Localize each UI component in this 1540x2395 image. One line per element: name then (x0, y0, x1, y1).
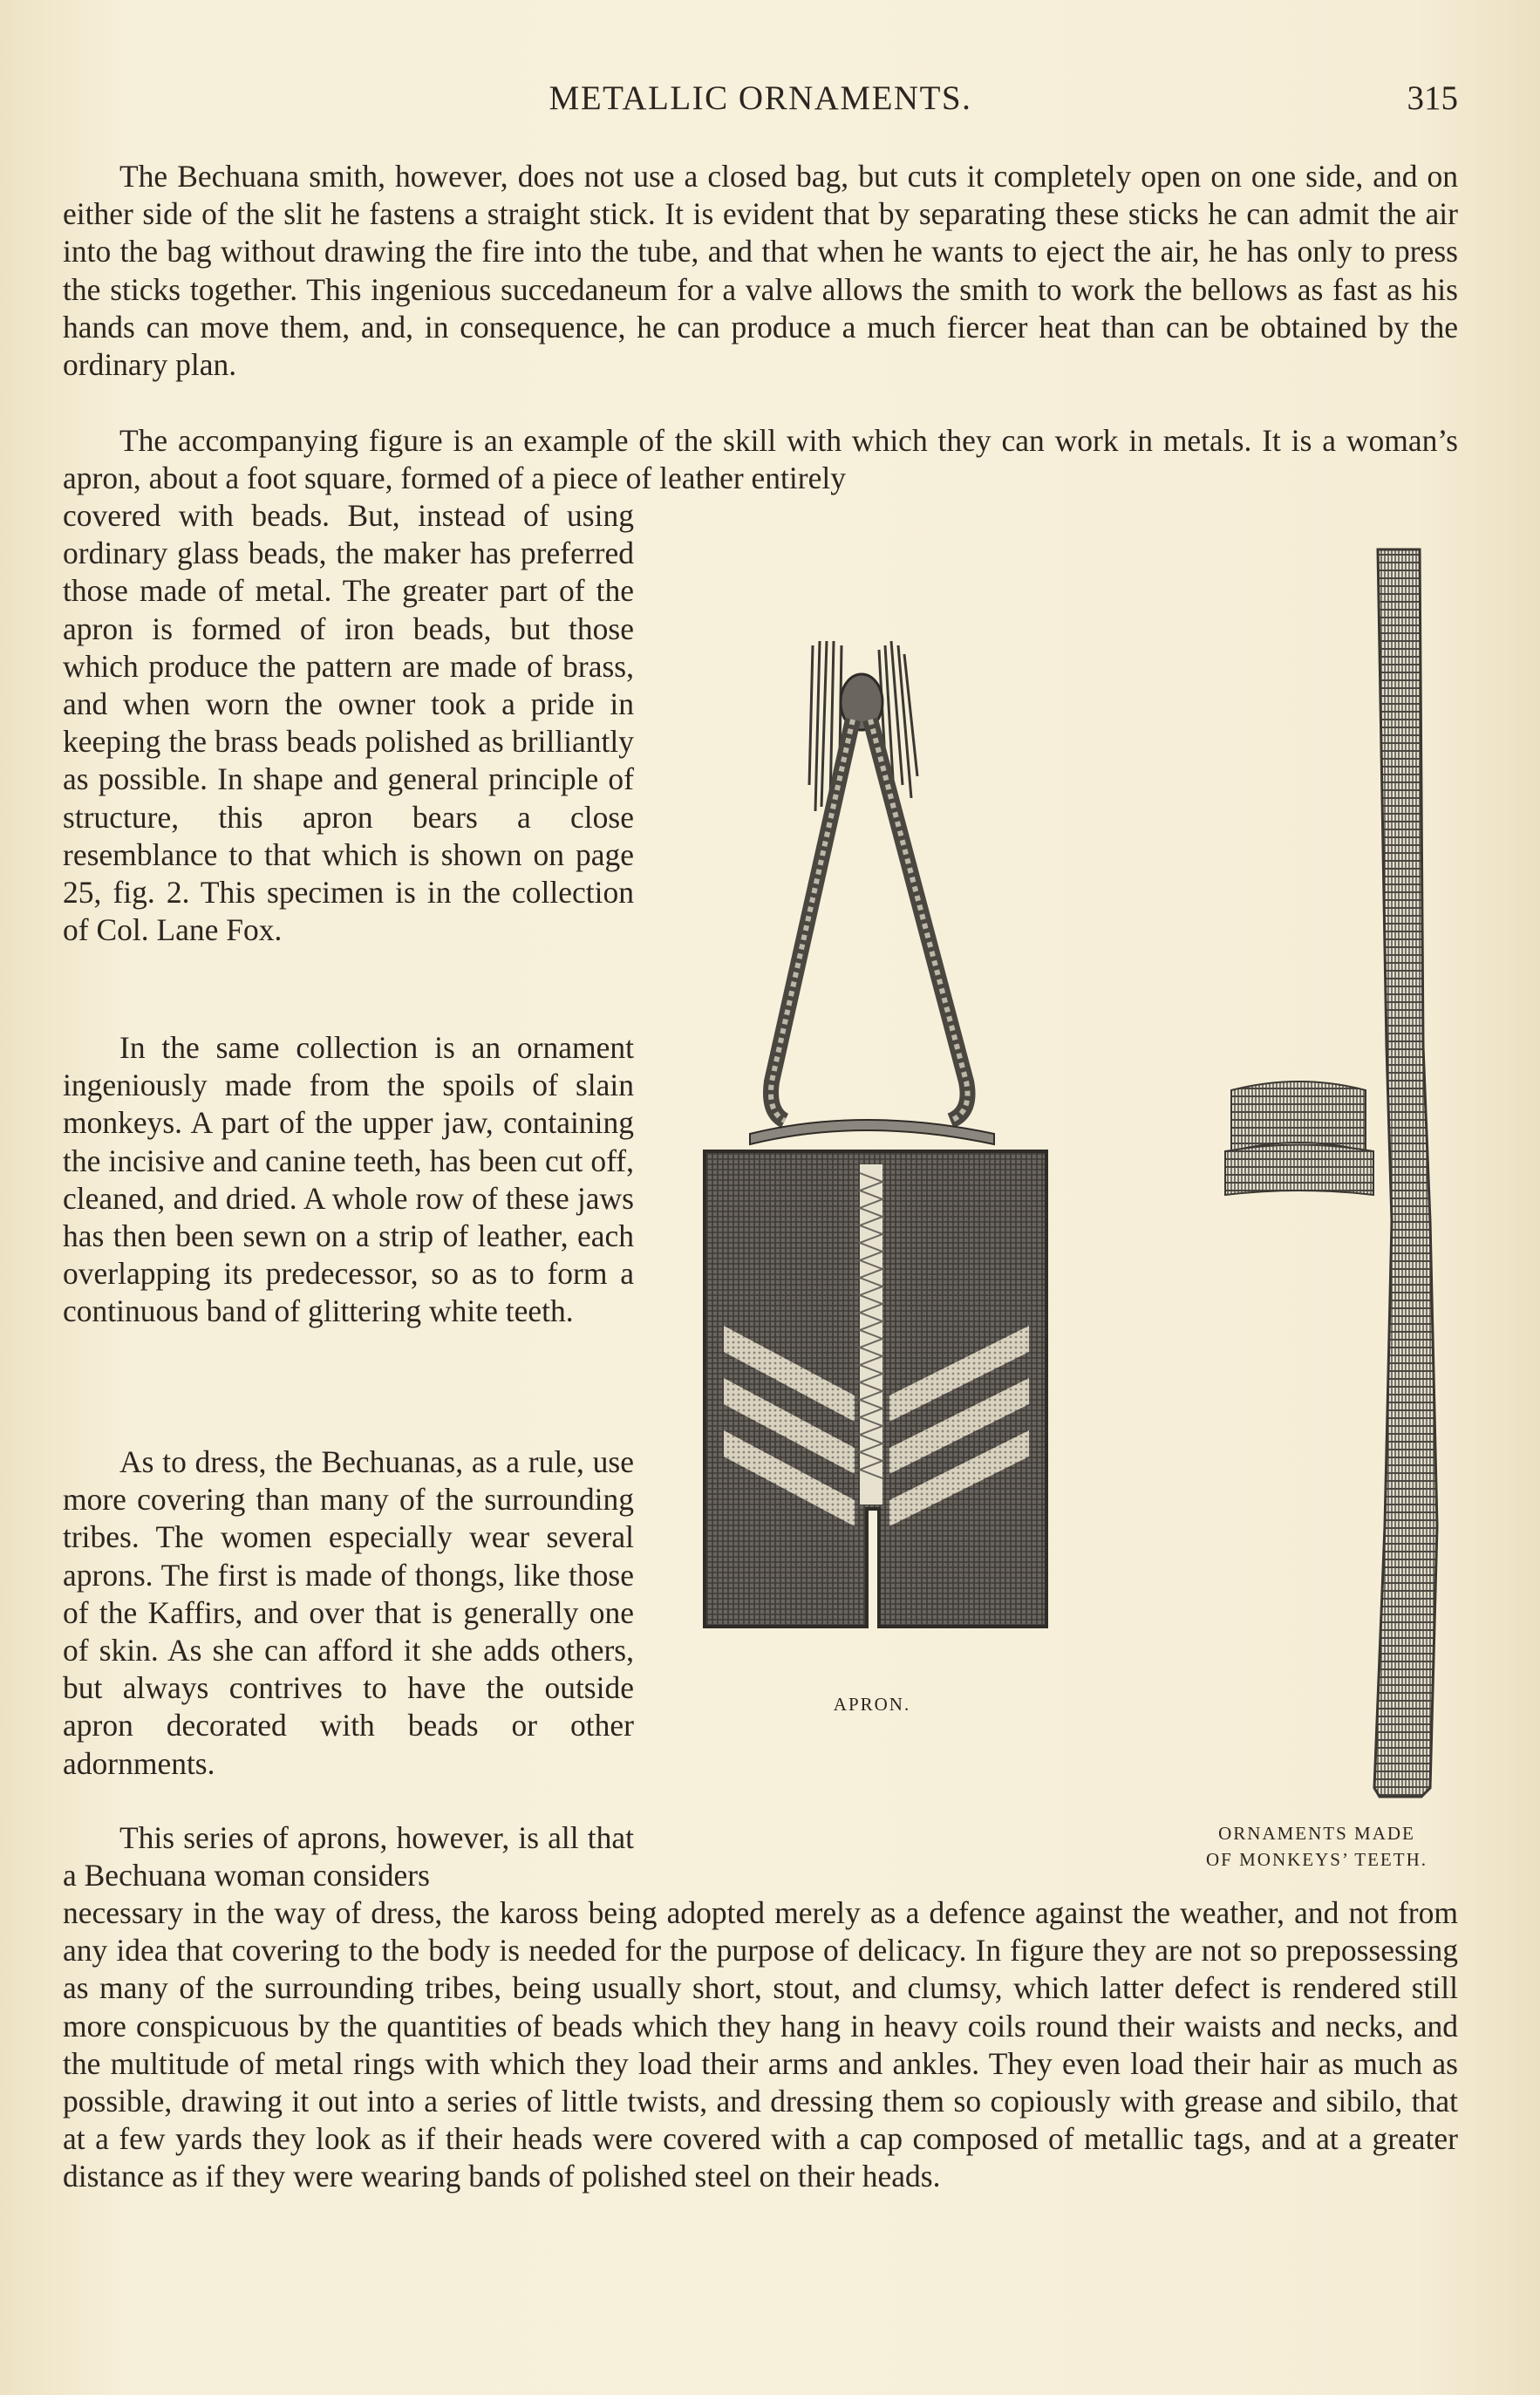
paragraph-apron-description: covered with beads. But, instead of using ordinary glass beads, the maker has preferred those made of metal. The greater part of the apron is formed of iron beads, but those which produce the pattern are made of brass, and when worn the owner took a pride in keeping the brass beads polished as brilliantly as possible. In shape and general principle of structure, this apron bears a close resemblance to that which is shown on page 25, fig. 2. This specimen is in the collection of Col. Lane Fox. (63, 498, 634, 948)
teeth-ornament-short (1225, 1082, 1373, 1195)
paragraph-monkey-teeth: In the same collection is an ornament ingeniously made from the spoils of slain monkeys. A part of the upper jaw, containing the incisive and canine teeth, has been cut off, cleaned, and dried. A whole row of these jaws has then been sewn on a strip of leather, each overlapping its predecessor, so as to form a continuous band of glittering white teeth. (63, 1030, 634, 1329)
engravings (689, 523, 1491, 1884)
teeth-caption-line2: OF MONKEYS’ TEETH. (1206, 1849, 1428, 1870)
paragraph-dress-continued: necessary in the way of dress, the kaross being adopted merely as a defence against the weather, and not from any idea that covering to the body is needed for the purpose of delicacy. In figure they are not so prepossessing as many of the surrounding tribes, being usually short, stout, and clumsy, which latter defect is rendered still more conspicuous by the quantities of beads which they hang in heavy coils round their waists and necks, and the multitude of metal rings with which they load their arms and ankles. They even load their hair as much as possible, drawing it out into a series of little twists, and dressing them so copiously with grease and sibilo, that at a few yards they look as if their heads were covered with a cap composed of metallic tags, and at a greater distance as if they were wearing bands of polished steel on their heads. (63, 1895, 1458, 2194)
apron-engraving (705, 641, 1046, 1627)
teeth-ornament-long (1374, 549, 1437, 1797)
teeth-caption-line1: ORNAMENTS MADE (1218, 1823, 1415, 1844)
page-number: 315 (1407, 79, 1458, 117)
paragraph-apron-intro: The accompanying figure is an example of the skill with which they can work in metals. It is a woman’s apron, about a foot square, formed of a piece of leather entirely (63, 423, 1458, 496)
running-head (63, 78, 1458, 122)
paragraph-dress: As to dress, the Bechuanas, as a rule, use more covering than many of the surrounding tribes. The women especially wear several aprons. The first is made of thongs, like those of the Kaffirs, and over that is generally one of skin. As she can afford it she adds others, but always contrives to have the outside apron decorated with beads or other adornments. (63, 1444, 634, 1781)
apron-caption: APRON. (833, 1694, 911, 1715)
figure-area (689, 523, 1491, 1884)
paragraph-aprons-series: This series of aprons, however, is all that a Bechuana woman considers (63, 1820, 634, 1893)
paragraph-bellows: The Bechuana smith, however, does not use a closed bag, but cuts it completely open on one side, and on either side of the slit he fastens a straight stick. It is evident that by separating these sticks he can admit the air into the bag without drawing the fire into the tube, and that when he wants to eject the air, he has only to press the sticks together. This ingenious succedaneum for a valve allows the smith to work the bellows as fast as his hands can move them, and, in consequence, he can produce a much fiercer heat than can be obtained by the ordinary plan. (63, 159, 1458, 383)
running-title: METALLIC ORNAMENTS. (549, 79, 972, 117)
